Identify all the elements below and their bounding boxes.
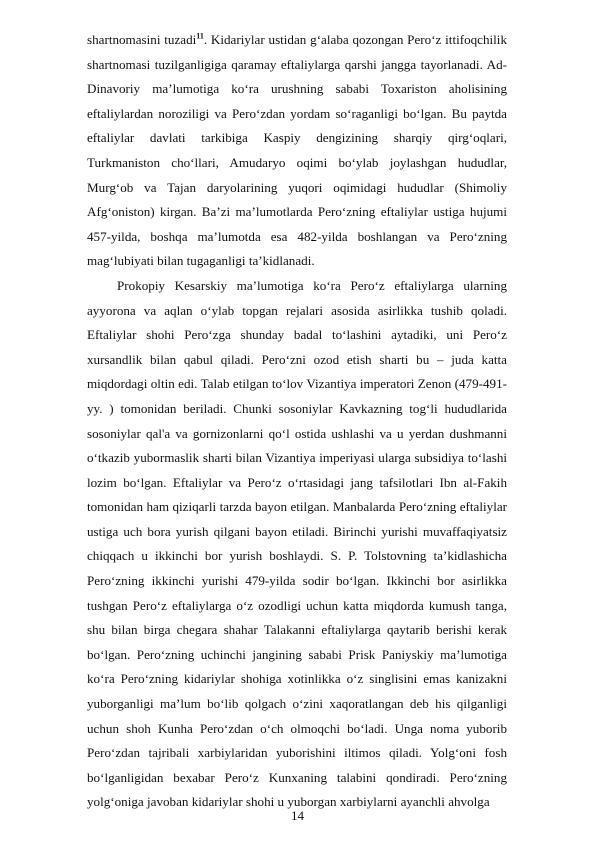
body-text: [87, 28, 507, 815]
paragraph-1-text: . Kidariylar ustidan g‘alaba qozongan Pero‘z ittifoqchilik shartnomasi tuzilganligiga qaramay eftaliylarga qarshi jangga tayorlanadi. Ad-Dinavoriy ma’lumotiga ko‘ra urushning sababi Toxariston aholisining eftaliylardan noroziligi va Pero‘zdan yordam so‘raganligi bo‘lgan. Bu paytda eftaliylar davlati tarkibiga Kaspiy dengizining sharqiy qirg‘oqlari, Turkmaniston cho‘llari, Amudaryo oqimi bo‘ylab joylashgan hududlar, Murg‘ob va Tajan daryolarining yuqori oqimidagi hududlar (Shimoliy Afg‘oniston) kirgan. Ba’zi ma’lumotlarda Pero‘zning eftaliylar ustiga hujumi 457-yilda, boshqa ma’lumotda esa 482-yilda boshlangan va Pero‘zning mag‘lubiyati bilan tugaganligi ta’kidlanadi.: [87, 32, 507, 269]
paragraph-1-lead: shartnomasini tuzadi: [87, 32, 197, 47]
footnote-reference[interactable]: 11: [196, 31, 204, 41]
paragraph-1: [87, 28, 507, 274]
page-number: 14: [290, 808, 305, 823]
paragraph-2: Prokopiy Kesarskiy ma’lumotiga ko‘ra Pero‘z eftaliylarga ularning ayyorona va aqlan o‘ylab topgan rejalari asosida asirlikka tushib qoladi. Eftaliylar shohi Pero‘zga shunday badal to‘lashini aytadiki, uni Pero‘z xursandlik bilan qabul qiladi. Pero‘zni ozod etish sharti bu – juda katta miqdordagi oltin edi. Talab etilgan to‘lov Vizantiya imperatori Zenon (479-491-yy. ) tomonidan beriladi. Chunki sosoniylar Kavkazning tog‘li hududlarida sosoniylar qal'a va gornizonlarni qo‘l ostida ushlashi va u yerdan dushmanni o‘tkazib yubormaslik sharti bilan Vizantiya imperiyasi ularga subsidiya to‘lashi lozim bo‘lgan. Eftaliylar va Pero‘z o‘rtasidagi jang tafsilotlari Ibn al-Fakih tomonidan ham qiziqarli tarzda bayon etilgan. Manbalarda Pero‘zning eftaliylar ustiga uch bora yurish qilgani bayon etiladi. Birinchi yurishi muvaffaqiyatsiz chiqqach u ikkinchi bor yurish boshlaydi. S. P. Tolstovning ta’kidlashicha Pero‘zning ikkinchi yurishi 479-yilda sodir bo‘lgan. Ikkinchi bor asirlikka tushgan Pero‘z eftaliylarga o‘z ozodligi uchun katta miqdorda kumush tanga, shu bilan birga chegara shahar Talakanni eftaliylarga qaytarib berishi kerak bo‘lgan. Pero‘zning uchinchi jangining sababi Prisk Paniyskiy ma’lumotiga ko‘ra Pero‘zning kidariylar shohiga xotinlikka o‘z singlisini emas kanizakni yuborganligi ma’lum bo‘lib qolgach o‘zini xaqoratlangan deb his qilganligi uchun shoh Kunha Pero‘zdan o‘ch olmoqchi bo‘ladi. Unga noma yuborib Pero‘zdan tajribali xarbiylaridan yuborishini iltimos qiladi. Yolg‘oni fosh bo‘lganligidan bexabar Pero‘z Kunxaning talabini qondiradi. Pero‘zning yolg‘oniga javoban kidariylar shohi u yuborgan xarbiylarni ayanchli ahvolga: [87, 277, 507, 810]
